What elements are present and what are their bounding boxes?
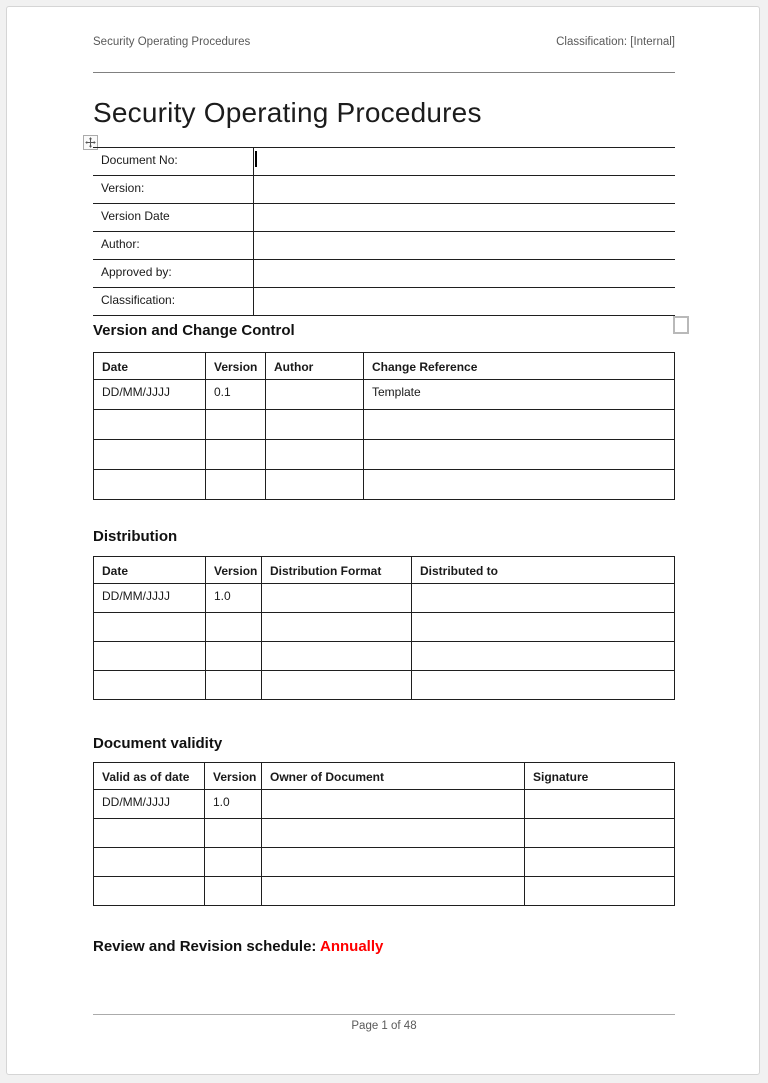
table-cell[interactable] [412, 584, 675, 613]
table-cell[interactable] [94, 848, 205, 877]
table-row [93, 148, 675, 176]
table-row [94, 410, 675, 440]
table-cell[interactable]: 1.0 [206, 584, 262, 613]
section-heading-distribution: Distribution [93, 528, 178, 545]
table-row [94, 380, 675, 410]
table-row [94, 671, 675, 700]
table-cell[interactable] [205, 848, 262, 877]
column-header-cell: Author [266, 353, 364, 380]
table-row [94, 613, 675, 642]
table-cell[interactable] [253, 204, 675, 232]
table-cell[interactable] [525, 819, 675, 848]
table-cell[interactable] [364, 470, 675, 500]
table-cell[interactable]: DD/MM/JJJJ [94, 380, 206, 410]
table-cell[interactable] [94, 671, 206, 700]
table-cell[interactable] [253, 176, 675, 204]
table-cell[interactable] [94, 819, 205, 848]
table-cell[interactable] [262, 584, 412, 613]
table-cell[interactable] [364, 410, 675, 440]
table-cell[interactable] [525, 848, 675, 877]
column-header-cell: Date [94, 557, 206, 584]
table-cell[interactable] [94, 470, 206, 500]
table-cell[interactable] [94, 440, 206, 470]
review-schedule-value: Annually [320, 938, 384, 955]
header-rule [93, 72, 675, 73]
table-cell[interactable] [253, 260, 675, 288]
table-cell[interactable] [266, 470, 364, 500]
table-cell[interactable] [412, 671, 675, 700]
review-schedule-label: Review and Revision schedule: [93, 938, 321, 955]
running-header-title: Security Operating Procedures [93, 36, 251, 48]
table-cell[interactable] [206, 440, 266, 470]
table-row [94, 440, 675, 470]
table-row [94, 819, 675, 848]
table-row [94, 877, 675, 906]
table-row [94, 584, 675, 613]
column-header-cell: Version [206, 557, 262, 584]
document-page [6, 6, 760, 1075]
table-row [94, 848, 675, 877]
table-cell[interactable]: Version Date [93, 204, 253, 232]
table-cell[interactable] [253, 148, 675, 176]
column-header-cell: Distributed to [412, 557, 675, 584]
column-header-cell: Change Reference [364, 353, 675, 380]
section-heading-document-validity: Document validity [93, 735, 223, 752]
table-cell[interactable]: Document No: [93, 148, 253, 176]
table-cell[interactable] [262, 671, 412, 700]
column-header-cell: Version [205, 763, 262, 790]
table-cell[interactable] [206, 470, 266, 500]
table-cell[interactable] [262, 877, 525, 906]
page-title: Security Operating Procedures [93, 97, 482, 128]
table-cell[interactable] [94, 410, 206, 440]
text-cursor [255, 151, 257, 167]
table-cell[interactable] [412, 642, 675, 671]
table-cell[interactable] [206, 410, 266, 440]
footer-rule [93, 1014, 675, 1015]
table-cell[interactable] [205, 819, 262, 848]
column-header-cell: Version [206, 353, 266, 380]
table-cell[interactable] [364, 440, 675, 470]
table-cell[interactable]: DD/MM/JJJJ [94, 790, 205, 819]
column-header-cell: Valid as of date [94, 763, 205, 790]
table-cell[interactable] [262, 642, 412, 671]
table-cell[interactable] [262, 613, 412, 642]
table-cell[interactable] [262, 848, 525, 877]
page-number: Page 1 of 48 [351, 1020, 417, 1032]
table-cell[interactable]: Author: [93, 232, 253, 260]
table-cell[interactable] [205, 877, 262, 906]
running-header-classification: Classification: [Internal] [556, 36, 675, 48]
column-header-cell: Distribution Format [262, 557, 412, 584]
section-heading-version-change-control: Version and Change Control [93, 322, 295, 339]
column-header-cell: Owner of Document [262, 763, 525, 790]
table-cell[interactable] [262, 790, 525, 819]
table-cell[interactable] [525, 877, 675, 906]
table-cell[interactable]: Approved by: [93, 260, 253, 288]
table-row [94, 470, 675, 500]
table-cell[interactable]: 0.1 [206, 380, 266, 410]
table-cell[interactable]: 1.0 [205, 790, 262, 819]
table-cell[interactable]: DD/MM/JJJJ [94, 584, 206, 613]
table-cell[interactable]: Template [364, 380, 675, 410]
table-row [94, 642, 675, 671]
document-validity-table [93, 762, 675, 906]
column-header-cell: Signature [525, 763, 675, 790]
table-cell[interactable] [206, 613, 262, 642]
distribution-table [93, 556, 675, 700]
table-cell[interactable] [94, 642, 206, 671]
table-cell[interactable] [206, 671, 262, 700]
table-cell[interactable] [253, 232, 675, 260]
review-schedule-line [93, 938, 383, 955]
table-cell[interactable] [206, 642, 262, 671]
table-row [93, 204, 675, 232]
table-cell[interactable] [266, 440, 364, 470]
version-change-control-table [93, 352, 675, 500]
table-row [93, 288, 675, 316]
document-meta-table [93, 147, 675, 316]
table-cell[interactable]: Version: [93, 176, 253, 204]
column-header-cell: Date [94, 353, 206, 380]
empty-checkbox[interactable] [673, 316, 689, 334]
table-cell[interactable] [266, 380, 364, 410]
table-cell[interactable] [94, 877, 205, 906]
table-cell[interactable] [266, 410, 364, 440]
table-cell[interactable] [525, 790, 675, 819]
table-cell[interactable] [262, 819, 525, 848]
running-header [93, 36, 675, 48]
table-cell[interactable] [412, 613, 675, 642]
table-row [94, 790, 675, 819]
table-row [93, 176, 675, 204]
table-row [93, 260, 675, 288]
table-row [93, 232, 675, 260]
table-cell[interactable] [253, 288, 675, 316]
table-cell[interactable]: Classification: [93, 288, 253, 316]
table-cell[interactable] [94, 613, 206, 642]
